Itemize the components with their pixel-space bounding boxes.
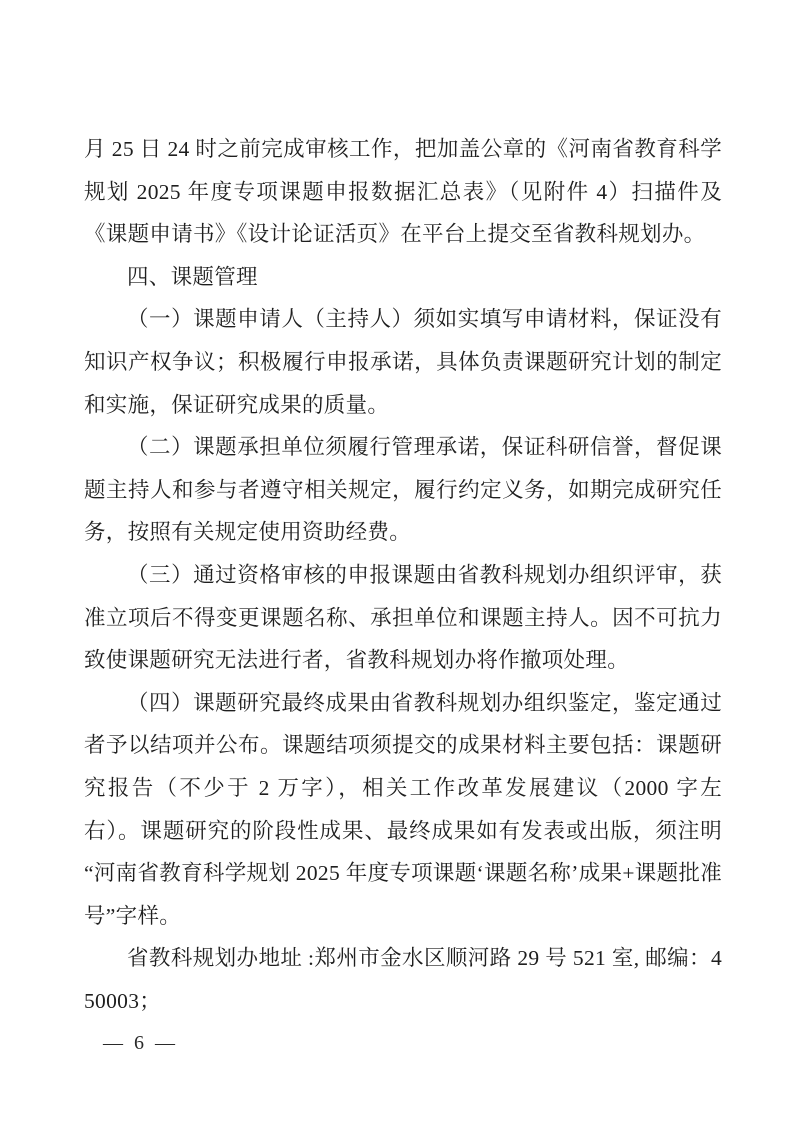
paragraph-item-2: （二）课题承担单位须履行管理承诺，保证科研信誉，督促课题主持人和参与者遵守相关规定，履行约定义务，如期完成研究任务，按照有关规定使用资助经费。 (84, 435, 722, 545)
page-number: — 6 — (103, 1032, 178, 1054)
paragraph-item-3: （三）通过资格审核的申报课题由省教科规划办组织评审，获准立项后不得变更课题名称、承担单位和课题主持人。因不可抗力致使课题研究无法进行者，省教科规划办将作撤项处理。 (84, 562, 722, 673)
paragraph-continuation: 月 25 日 24 时之前完成审核工作，把加盖公章的《河南省教育科学规划 2025 年度专项课题申报数据汇总表》（见附件 4）扫描件及《课题申请书》《设计论证活页》在平台上提交至省教科规划办。 (84, 137, 722, 247)
paragraph-item-4: （四）课题研究最终成果由省教科规划办组织鉴定，鉴定通过者予以结项并公布。课题结项须提交的成果材料主要包括：课题研究报告（不少于 2 万字），相关工作改革发展建议（2000 字左右）。课题研究的阶段性成果、最终成果如有发表或出版，须注明“河南省教育科学规划 2025 年度专项课题‘课题名称’成果+课题批准号”字样。 (84, 690, 722, 928)
paragraph-address: 省教科规划办地址 :郑州市金水区顺河路 29 号 521 室, 邮编：450003； (84, 946, 722, 1013)
paragraph-item-1: （一）课题申请人（主持人）须如实填写申请材料，保证没有知识产权争议；积极履行申报承诺，具体负责课题研究计划的制定和实施，保证研究成果的质量。 (84, 307, 722, 417)
section-heading-4: 四、课题管理 (127, 264, 258, 289)
document-body (84, 128, 722, 1022)
